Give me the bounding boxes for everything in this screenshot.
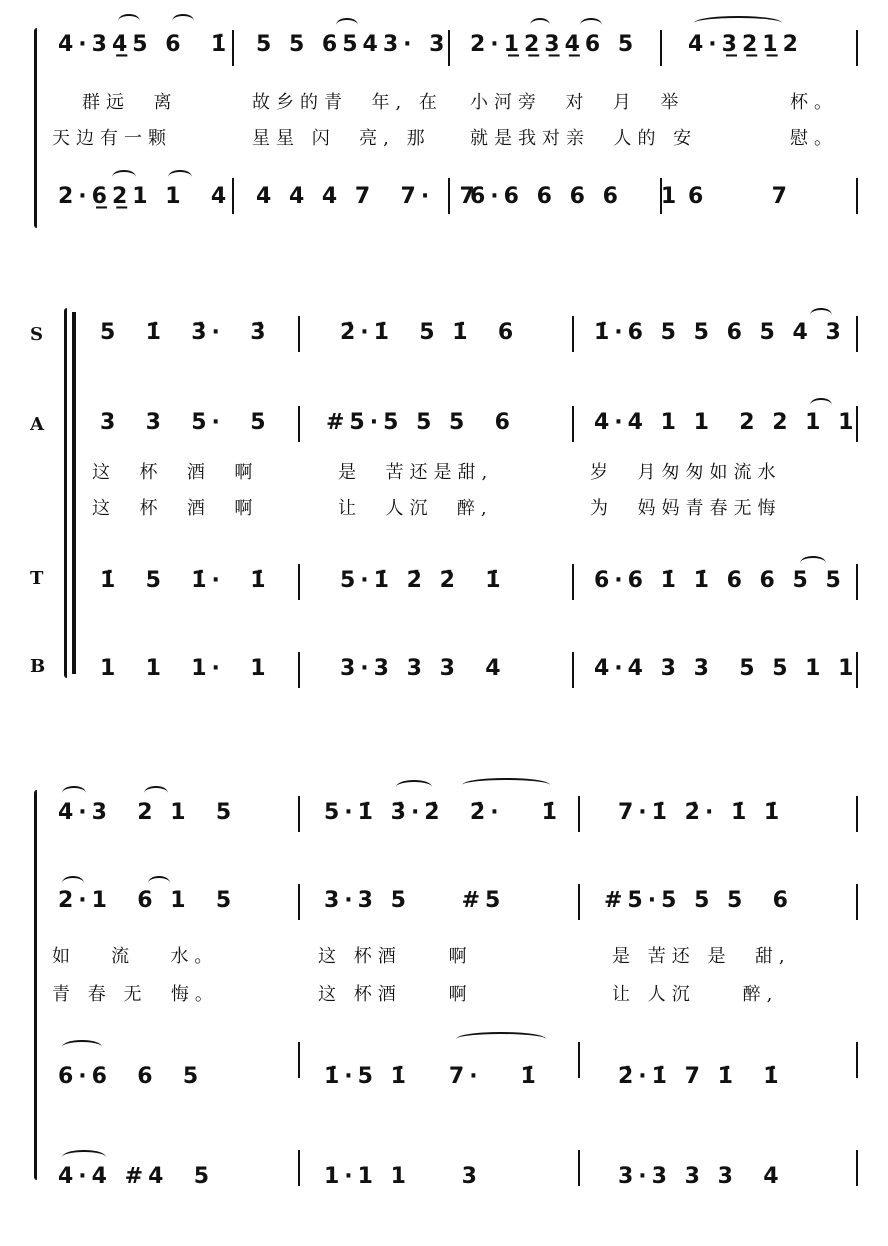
notes-voice2-m2: 3·3 5 #5: [324, 888, 506, 913]
barline: [856, 1042, 858, 1078]
system-bracket: [34, 28, 37, 228]
slur-mark: [396, 780, 432, 794]
barline: [856, 1150, 858, 1186]
system-brace: [72, 312, 76, 674]
lyric-line-1: 这 杯酒 啊: [318, 946, 473, 967]
slur-mark: [462, 778, 550, 792]
notes-voice2-m1: 2·1 6 1 5: [58, 888, 237, 913]
slur-mark: [148, 876, 170, 890]
lyric-line-2: 这 杯酒 啊: [318, 984, 473, 1005]
slur-mark: [62, 1150, 106, 1164]
barline: [572, 652, 574, 688]
lyric-line-2: 星星 闪 亮, 那: [252, 128, 431, 149]
notes-upper-m4: 4·3̲2̲1̲2: [688, 32, 803, 57]
lyric-line-2: 慰。: [790, 128, 838, 149]
slur-mark: [694, 16, 782, 30]
barline: [856, 884, 858, 920]
notes-voice4-m1: 4·4 #4 5: [58, 1164, 214, 1189]
slur-mark: [168, 170, 192, 184]
notes-bass-m2: 3·3 3 3 4: [340, 656, 506, 681]
slur-mark: [810, 308, 832, 322]
slur-mark: [62, 876, 84, 890]
barline: [232, 178, 234, 214]
slur-mark: [530, 18, 550, 32]
lyric-line-2: 天边有一颗: [52, 128, 172, 149]
lyric-line-1: 如 流 水。: [52, 946, 219, 967]
barline: [660, 30, 662, 66]
slur-mark: [810, 398, 832, 412]
notes-lower-m1: 2·6̲2̲1 1 4: [58, 184, 232, 209]
lyric-line-1: 故乡的青 年, 在: [252, 92, 443, 113]
notes-voice1-m2: 5·1̇ 3̇·2̇ 2̇· 1̇: [324, 800, 562, 825]
notes-voice1-m3: 7·1̇ 2̇· 1̇ 1̇: [618, 800, 785, 825]
lyric-line-2: 这 杯 酒 啊: [92, 498, 259, 519]
barline: [298, 406, 300, 442]
notes-lower-m4: 6 7: [688, 184, 792, 209]
notes-alto-m2: #5·5 5 5 6: [326, 410, 515, 435]
notes-tenor-m1: 1̇ 5 1̇· 1̇: [100, 568, 271, 593]
slur-mark: [800, 556, 826, 570]
lyric-line-1: 岁 月匆匆如流水: [590, 462, 782, 483]
notes-upper-m2: 5 5 6543· 3: [256, 32, 450, 57]
notes-voice3-m2: 1̇·5 1̇ 7· 1̇: [324, 1064, 541, 1089]
barline: [856, 796, 858, 832]
lyric-line-1: 是 苦还 是 甜,: [612, 946, 791, 967]
lyric-line-2: 就是我对亲 人的 安: [470, 128, 698, 149]
barline: [572, 316, 574, 352]
barline: [298, 796, 300, 832]
barline: [578, 1150, 580, 1186]
lyric-line-2: 青 春 无 悔。: [52, 984, 219, 1005]
notes-voice4-m3: 3·3 3 3 4: [618, 1164, 784, 1189]
notes-lower-m2: 4 4 4 7 7· 7: [256, 184, 480, 209]
notes-tenor-m3: 6·6 1̇ 1̇ 6 6 5 5: [594, 568, 846, 593]
barline: [298, 564, 300, 600]
slur-mark: [62, 1040, 102, 1054]
notes-soprano-m1: 5 1̇ 3̇· 3̇: [100, 320, 271, 345]
notes-voice3-m1: 6·6 6 5: [58, 1064, 204, 1089]
lyric-line-2: 让 人沉 醉,: [338, 498, 493, 519]
slur-mark: [456, 1032, 546, 1046]
lyric-line-2: 让 人沉 醉,: [612, 984, 779, 1005]
slur-mark: [580, 18, 602, 32]
barline: [572, 406, 574, 442]
notes-tenor-m2: 5·1̇ 2̇ 2̇ 1̇: [340, 568, 506, 593]
barline: [578, 796, 580, 832]
slur-mark: [118, 14, 140, 28]
lyric-line-1: 这 杯 酒 啊: [92, 462, 259, 483]
notes-voice3-m3: 2̇·1̇ 7 1̇ 1̇: [618, 1064, 784, 1089]
barline: [856, 30, 858, 66]
lyric-line-1: 群远 离: [82, 92, 178, 113]
notes-voice2-m3: #5·5 5 5 6: [604, 888, 793, 913]
voice-label-tenor: T: [30, 568, 44, 589]
lyric-line-1: 是 苦还是甜,: [338, 462, 494, 483]
voice-label-alto: A: [30, 414, 44, 435]
barline: [572, 564, 574, 600]
notes-soprano-m2: 2̇·1̇ 5 1̇ 6: [340, 320, 519, 345]
notes-bass-m1: 1 1 1· 1: [100, 656, 271, 681]
system-bracket: [64, 308, 67, 678]
notes-bass-m3: 4·4 3 3 5 5 1 1: [594, 656, 859, 681]
barline: [298, 652, 300, 688]
lyric-line-1: 小河旁 对 月 举: [470, 92, 685, 113]
notes-lower-m3: 6·6 6 6 6 1: [470, 184, 682, 209]
barline: [298, 1042, 300, 1078]
notes-voice1-m1: 4·3 2 1 5: [58, 800, 237, 825]
slur-mark: [144, 786, 168, 800]
barline: [578, 1042, 580, 1078]
slur-mark: [172, 14, 194, 28]
system-bracket: [34, 790, 37, 1180]
voice-label-soprano: S: [30, 324, 43, 345]
barline: [232, 30, 234, 66]
barline: [298, 884, 300, 920]
barline: [298, 316, 300, 352]
notes-upper-m3: 2·1̲2̲3̲4̲6 5: [470, 32, 639, 57]
slur-mark: [112, 170, 136, 184]
barline: [578, 884, 580, 920]
barline: [298, 1150, 300, 1186]
notes-voice4-m2: 1·1 1 3: [324, 1164, 482, 1189]
barline: [856, 564, 858, 600]
barline: [856, 178, 858, 214]
notes-alto-m1: 3 3 5· 5: [100, 410, 271, 435]
notes-upper-m1: 4·34̲̲5 6 1̇: [58, 32, 232, 57]
slur-mark: [62, 786, 86, 800]
notes-soprano-m3: 1̇·6 5 5 6 5 4 3: [594, 320, 846, 345]
lyric-line-2: 为 妈妈青春无悔: [590, 498, 782, 519]
slur-mark: [336, 18, 358, 32]
lyric-line-1: 杯。: [790, 92, 838, 113]
notes-alto-m3: 4·4 1 1 2 2 1 1: [594, 410, 859, 435]
barline: [856, 316, 858, 352]
voice-label-bass: B: [30, 656, 46, 677]
